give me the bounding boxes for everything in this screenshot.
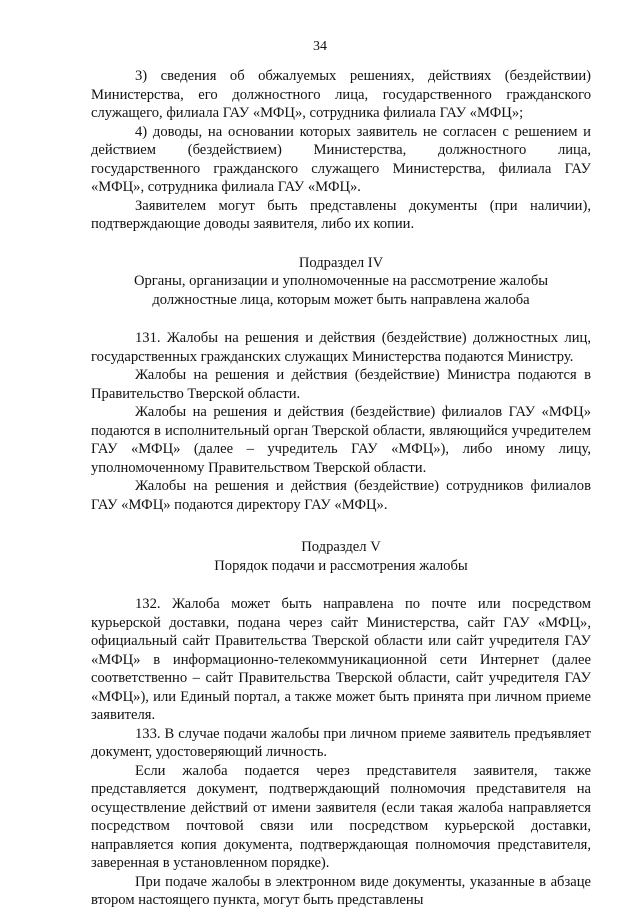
paragraph-131-employees: Жалобы на решения и действия (бездействие) сотрудников филиалов ГАУ «МФЦ» подаются директору ГАУ «МФЦ». <box>91 478 591 513</box>
spacer <box>91 514 591 538</box>
spacer <box>91 575 591 595</box>
paragraph-documents: Заявителем могут быть представлены документы (при наличии), подтверждающие доводы заявителя, либо их копии. <box>91 197 591 232</box>
paragraph-133-representative: Если жалоба подается через представителя заявителя, также представляется документ, подтверждающий полномочия представителя на осуществление действий от имени заявителя (если такая жалоба направляется посредством почтовой связи или посредством курьерской доставки, направляется копия документа, подтверждающая полномочия представителя, заверенная в установленном порядке). <box>91 762 591 871</box>
paragraph-132: 132. Жалоба может быть направлена по почте или посредством курьерской доставки, подана через сайт Министерства, сайт ГАУ «МФЦ», официальный сайт Правительства Тверской области или сайт учредителя ГАУ «МФЦ» в информационно-телекоммуникационной сети Интернет (далее соответственно – сайт Правительства Тверской области, сайт учредителя ГАУ «МФЦ»), или Единый портал, а также может быть принята при личном приеме заявителя. <box>91 596 591 723</box>
subsection-v-heading: Порядок подачи и рассмотрения жалобы <box>214 557 468 574</box>
paragraph-133-electronic: При подаче жалобы в электронном виде документы, указанные в абзаце втором настоящего пункта, могут быть представлены <box>91 873 591 908</box>
subsection-iv-heading: Органы, организации и уполномоченные на рассмотрение жалобы должностные лица, которым может быть направлена жалоба <box>133 273 549 308</box>
page-number: 34 <box>313 39 327 54</box>
spacer <box>91 234 591 254</box>
paragraph-133: 133. В случае подачи жалобы при личном приеме заявитель предъявляет документ, удостоверяющий личность. <box>91 725 591 760</box>
paragraph-item-4: 4) доводы, на основании которых заявитель не согласен с решением и действием (бездействием) Министерства, должностного лица, государственного гражданского служащего Министерства, филиала ГАУ «МФЦ», сотрудника филиала ГАУ «МФЦ». <box>91 123 591 195</box>
spacer <box>91 309 591 329</box>
subsection-v-title: Подраздел V <box>301 539 381 555</box>
subsection-iv-title: Подраздел IV <box>298 254 384 271</box>
paragraph-131-minister: Жалобы на решения и действия (бездействие) Министра подаются в Правительство Тверской области. <box>91 367 591 402</box>
paragraph-item-3: 3) сведения об обжалуемых решениях, действиях (бездействии) Министерства, его должностного лица, государственного гражданского служащего, филиала ГАУ «МФЦ», сотрудника филиала ГАУ «МФЦ»; <box>91 68 591 121</box>
paragraph-131: 131. Жалобы на решения и действия (бездействие) должностных лиц, государственных гражданских служащих Министерства подаются Министру. <box>91 330 591 365</box>
paragraph-131-branches: Жалобы на решения и действия (бездействие) филиалов ГАУ «МФЦ» подаются в исполнительный орган Тверской области, являющийся учредителем ГАУ «МФЦ» (далее – учредитель ГАУ «МФЦ»), либо иному лицу, уполномоченному Правительством Тверской области. <box>91 404 591 476</box>
document-body <box>91 67 591 910</box>
